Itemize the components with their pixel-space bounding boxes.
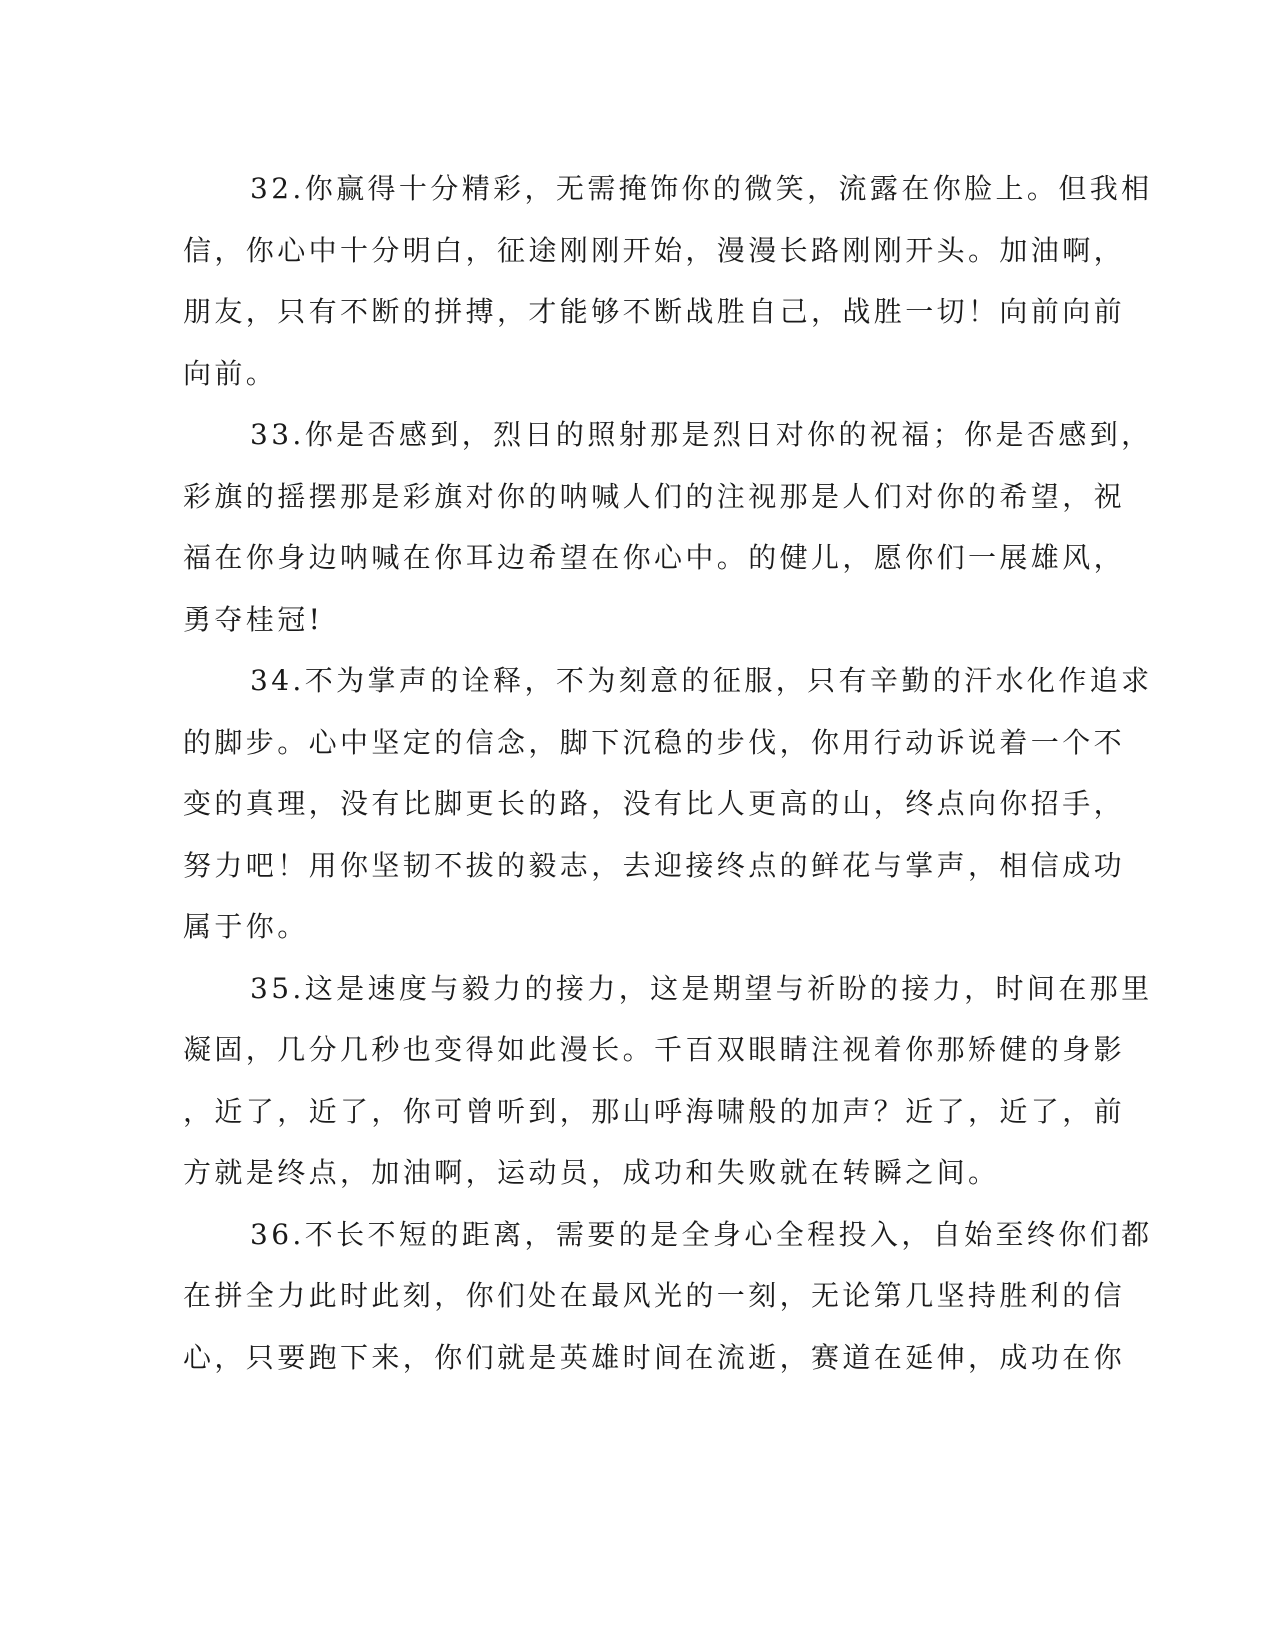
text-line: 彩旗的摇摆那是彩旗对你的呐喊人们的注视那是人们对你的希望，祝 bbox=[183, 479, 1126, 513]
text-line: 努力吧！用你坚韧不拔的毅志，去迎接终点的鲜花与掌声，相信成功 bbox=[183, 848, 1126, 882]
paragraph-35 bbox=[183, 958, 1153, 1204]
text-line: 的脚步。心中坚定的信念，脚下沉稳的步伐，你用行动诉说着一个不 bbox=[183, 725, 1126, 759]
text-line: 35.这是速度与毅力的接力，这是期望与祈盼的接力，时间在那里 bbox=[250, 971, 1153, 1005]
paragraph-36 bbox=[183, 1204, 1153, 1389]
text-line: 心，只要跑下来，你们就是英雄时间在流逝，赛道在延伸，成功在你 bbox=[183, 1340, 1126, 1374]
text-line: 在拼全力此时此刻，你们处在最风光的一刻，无论第几坚持胜利的信 bbox=[183, 1279, 1126, 1312]
text-line: 方就是终点，加油啊，运动员，成功和失败就在转瞬之间。 bbox=[183, 1156, 1000, 1189]
text-line: ，近了，近了，你可曾听到，那山呼海啸般的加声？近了，近了，前 bbox=[183, 1094, 1126, 1128]
document-body bbox=[183, 158, 1153, 1388]
paragraph-33 bbox=[183, 404, 1153, 650]
text-line: 36.不长不短的距离，需要的是全身心全程投入，自始至终你们都 bbox=[250, 1217, 1153, 1251]
text-line: 勇夺桂冠! bbox=[183, 602, 324, 636]
text-line: 变的真理，没有比脚更长的路，没有比人更高的山，终点向你招手， bbox=[183, 787, 1126, 820]
text-line: 34.不为掌声的诠释，不为刻意的征服，只有辛勤的汗水化作追求 bbox=[250, 664, 1153, 697]
text-line: 属于你。 bbox=[183, 910, 309, 943]
text-line: 32.你赢得十分精彩，无需掩饰你的微笑，流露在你脸上。但我相 bbox=[250, 172, 1153, 205]
text-line: 凝固，几分几秒也变得如此漫长。千百双眼睛注视着你那矫健的身影 bbox=[183, 1033, 1126, 1066]
text-line: 信，你心中十分明白，征途刚刚开始，漫漫长路刚刚开头。加油啊， bbox=[183, 233, 1126, 267]
paragraph-34 bbox=[183, 650, 1153, 958]
text-line: 向前。 bbox=[183, 356, 278, 390]
text-line: 朋友，只有不断的拼搏，才能够不断战胜自己，战胜一切！向前向前 bbox=[183, 295, 1126, 328]
text-line: 福在你身边呐喊在你耳边希望在你心中。的健儿，愿你们一展雄风， bbox=[183, 541, 1126, 574]
text-line: 33.你是否感到，烈日的照射那是烈日对你的祝福；你是否感到， bbox=[250, 418, 1153, 451]
paragraph-32 bbox=[183, 158, 1153, 404]
